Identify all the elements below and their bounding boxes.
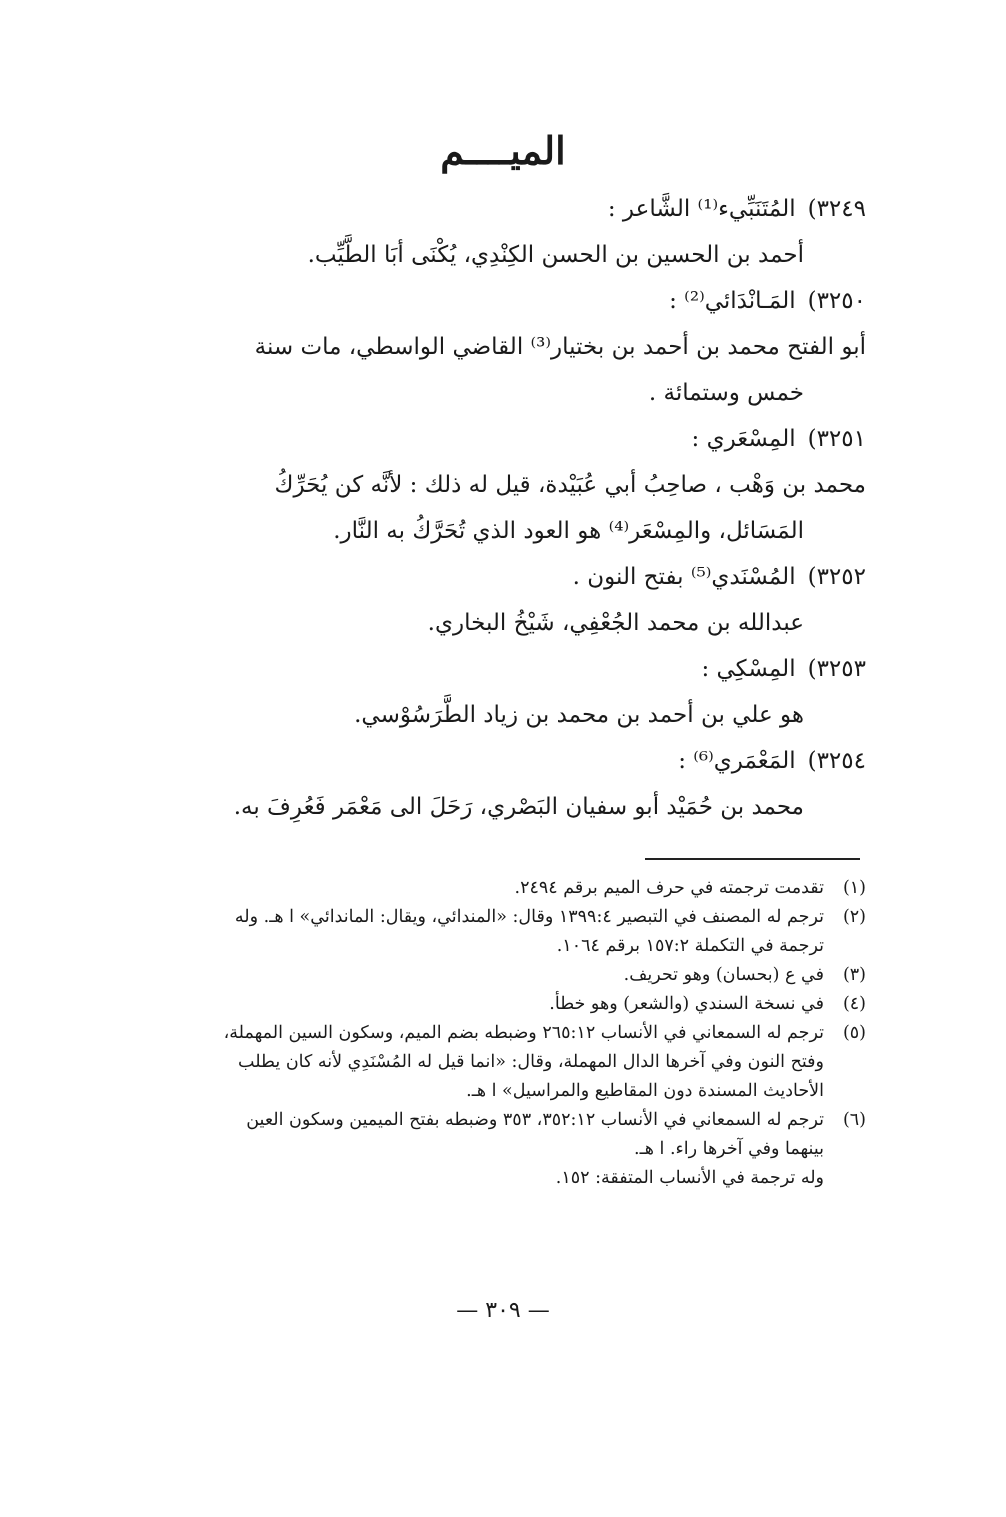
entry: [136, 416, 866, 554]
entry-body-line: أحمد بن الحسين بن الحسن الكِنْدِي، يُكْنَى أبَا الطَّيِّب.: [307, 242, 804, 268]
entry-heading: [136, 416, 866, 462]
entry: [136, 278, 866, 416]
entry-body-line: خمس وستمائة .: [648, 380, 804, 406]
footnote-number: (٣): [842, 965, 866, 985]
entry-headword: المَعْمَري⁽⁶⁾ :: [678, 748, 796, 774]
footnotes: [136, 874, 866, 1193]
entry-number: ٣٢٥٠): [807, 288, 866, 314]
footnote-text: ترجم له المصنف في التبصير ١٣٩٩:٤ وقال: «المندائي، ويقال: الماندائي» ا هـ. وله: [234, 907, 824, 927]
entry-number: ٣٢٥٢): [807, 564, 866, 590]
entry-body-line: عبدالله بن محمد الجُعْفِي، شَيْخُ البخاري.: [427, 610, 804, 636]
entry-number: ٣٢٥٣): [807, 656, 866, 682]
footnote-text: في ع (بحسان) وهو تحريف.: [623, 965, 824, 985]
footnote-continuation: ترجمة في التكملة ١٥٧:٢ برقم ١٠٦٤.: [556, 936, 824, 956]
entry: [136, 738, 866, 830]
footnote-number: (٢): [842, 907, 866, 927]
entry-headword: المِسْكِي :: [701, 656, 796, 682]
footnote: [136, 990, 866, 1019]
footnote: [136, 961, 866, 990]
entries-list: [136, 186, 866, 830]
footnote-text: ترجم له السمعاني في الأنساب ٢٦٥:١٢ وضبطه بضم الميم، وسكون السين المهملة،: [223, 1023, 824, 1043]
entry-heading: [136, 278, 866, 324]
entry-heading: [136, 554, 866, 600]
footnote: [136, 1106, 866, 1135]
entry-headword: المِسْعَري :: [691, 426, 796, 452]
entry-body-line: أبو الفتح محمد بن أحمد بن بختيار⁽³⁾ القاضي الواسطي، مات سنة: [254, 334, 866, 360]
entry-body-line: هو علي بن أحمد بن محمد بن زياد الطَّرَسُوْسي.: [354, 702, 804, 728]
footnote-continuation: بينهما وفي آخرها راء. ا هـ.: [634, 1139, 824, 1159]
page-number: — ٣٠٩ —: [456, 1298, 550, 1323]
footnote: [136, 874, 866, 903]
entry: [136, 554, 866, 646]
entry-heading: [136, 186, 866, 232]
footnote-continuation: الأحاديث المسندة دون المقاطيع والمراسيل» ا هـ.: [466, 1081, 824, 1101]
footnote-text: ترجم له السمعاني في الأنساب ٣٥٢:١٢، ٣٥٣ وضبطه بفتح الميمين وسكون العين: [246, 1110, 824, 1130]
entry-number: ٣٢٥١): [807, 426, 866, 452]
entry-headword: المُتَنَبِّيء⁽¹⁾ الشَّاعر :: [607, 196, 796, 222]
entry-heading: [136, 646, 866, 692]
footnote: [136, 1019, 866, 1048]
entry-body-line: محمد بن وَهْب ، صاحِبُ أبي عُبَيْدة، قيل له ذلك : لأنَّه كن يُحَرِّكُ: [274, 472, 866, 498]
footnote-text: في نسخة السندي (والشعر) وهو خطأ.: [549, 994, 824, 1014]
entry: [136, 646, 866, 738]
page-title: الميــــم: [440, 128, 566, 173]
footnote-number: (١): [842, 878, 866, 898]
footnote-continuation: وفتح النون وفي آخرها الدال المهملة، وقال: «انما قيل له المُسْنَدِي لأنه كان يطلب: [238, 1052, 824, 1072]
footnote-continuation: وله ترجمة في الأنساب المتفقة: ١٥٢.: [555, 1168, 824, 1188]
entry-body-line: محمد بن حُمَيْد أبو سفيان البَصْري، رَحَلَ الى مَعْمَر فَعُرِفَ به.: [233, 794, 804, 820]
entry-number: ٣٢٥٤): [807, 748, 866, 774]
entry-number: ٣٢٤٩): [807, 196, 866, 222]
footnote-number: (٤): [842, 994, 866, 1014]
entry-headword: المَـانْدَائي⁽²⁾ :: [669, 288, 796, 314]
entry: [136, 186, 866, 278]
footnote: [136, 903, 866, 932]
footnote-number: (٦): [842, 1110, 866, 1130]
entry-body-line: المَسَائل، والمِسْعَر⁽⁴⁾ هو العود الذي تُحَرَّكُ به النَّار.: [333, 518, 804, 544]
entry-headword: المُسْنَدي⁽⁵⁾ بفتح النون .: [572, 564, 796, 590]
footnote-text: تقدمت ترجمته في حرف الميم برقم ٢٤٩٤.: [514, 878, 824, 898]
footnote-separator: [645, 858, 860, 860]
entry-heading: [136, 738, 866, 784]
footnote-number: (٥): [842, 1023, 866, 1043]
